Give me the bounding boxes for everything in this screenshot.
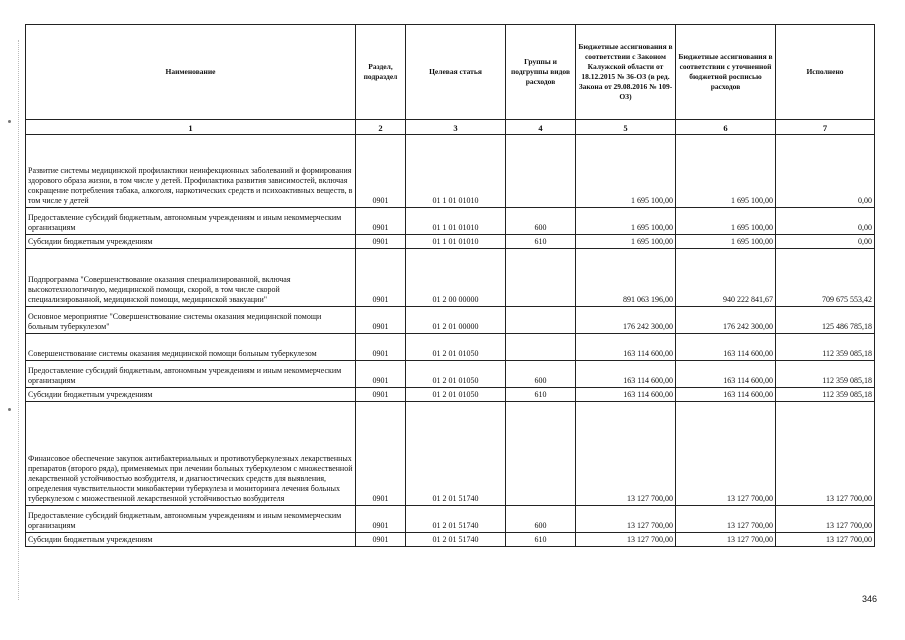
row-group: 610	[506, 533, 576, 547]
row-target: 01 1 01 01010	[406, 135, 506, 208]
row-target: 01 2 01 01050	[406, 334, 506, 361]
row-law: 176 242 300,00	[576, 307, 676, 334]
row-group	[506, 334, 576, 361]
row-name: Предоставление субсидий бюджетным, автономным учреждениям и иным некоммерческим организациям	[26, 208, 356, 235]
row-target: 01 2 01 51740	[406, 402, 506, 506]
header-law: Бюджетные ассигнования в соответствии с Законом Калужской области от 18.12.2015 № 36-ОЗ (в ред. Закона от 29.08.2016 № 109-ОЗ)	[576, 25, 676, 120]
column-number: 1	[26, 120, 356, 135]
row-law: 1 695 100,00	[576, 135, 676, 208]
row-law: 1 695 100,00	[576, 235, 676, 249]
header-row	[26, 25, 875, 120]
table-row	[26, 208, 875, 235]
row-section: 0901	[356, 334, 406, 361]
row-executed: 0,00	[776, 208, 875, 235]
table-row	[26, 388, 875, 402]
table-row	[26, 334, 875, 361]
row-section: 0901	[356, 249, 406, 307]
header-groups: Группы и подгруппы видов расходов	[506, 25, 576, 120]
column-number: 2	[356, 120, 406, 135]
row-executed: 13 127 700,00	[776, 506, 875, 533]
column-number: 3	[406, 120, 506, 135]
margin-dot	[8, 408, 11, 411]
row-section: 0901	[356, 506, 406, 533]
table-row	[26, 249, 875, 307]
row-updated: 1 695 100,00	[676, 135, 776, 208]
row-group	[506, 402, 576, 506]
row-section: 0901	[356, 533, 406, 547]
column-number: 6	[676, 120, 776, 135]
column-number: 4	[506, 120, 576, 135]
row-name: Предоставление субсидий бюджетным, автономным учреждениям и иным некоммерческим организациям	[26, 506, 356, 533]
column-number: 5	[576, 120, 676, 135]
row-law: 13 127 700,00	[576, 506, 676, 533]
row-executed: 112 359 085,18	[776, 388, 875, 402]
budget-table	[25, 24, 875, 547]
row-target: 01 2 01 51740	[406, 533, 506, 547]
row-executed: 13 127 700,00	[776, 402, 875, 506]
row-updated: 1 695 100,00	[676, 235, 776, 249]
table-row	[26, 506, 875, 533]
row-section: 0901	[356, 402, 406, 506]
column-number-row	[26, 120, 875, 135]
row-updated: 13 127 700,00	[676, 533, 776, 547]
row-name: Совершенствование системы оказания медицинской помощи больным туберкулезом	[26, 334, 356, 361]
row-group	[506, 135, 576, 208]
table-row	[26, 402, 875, 506]
column-number: 7	[776, 120, 875, 135]
table-row	[26, 307, 875, 334]
row-name: Субсидии бюджетным учреждениям	[26, 533, 356, 547]
row-updated: 176 242 300,00	[676, 307, 776, 334]
table-row	[26, 361, 875, 388]
row-executed: 125 486 785,18	[776, 307, 875, 334]
row-updated: 940 222 841,67	[676, 249, 776, 307]
row-group: 600	[506, 361, 576, 388]
row-law: 891 063 196,00	[576, 249, 676, 307]
row-target: 01 1 01 01010	[406, 208, 506, 235]
row-updated: 13 127 700,00	[676, 402, 776, 506]
row-target: 01 2 01 00000	[406, 307, 506, 334]
row-name: Субсидии бюджетным учреждениям	[26, 388, 356, 402]
row-name: Развитие системы медицинской профилактики неинфекционных заболеваний и формирования здорового образа жизни, в том числе у детей. Профилактика развития зависимостей, включая сокращение потребления табака, алкоголя, наркотических средств и психоактивных веществ, в том числе у детей	[26, 135, 356, 208]
row-group: 600	[506, 506, 576, 533]
row-name: Финансовое обеспечение закупок антибактериальных и противотуберкулезных лекарственных препаратов (второго ряда), применяемых при лечении больных туберкулезом с множественной лекарственной устойчивостью возбудителя, и диагностических средств для выявления, определения чувствительности микобактерии туберкулеза и мониторинга лечения больных туберкулезом с множественной лекарственной устойчивостью возбудителя	[26, 402, 356, 506]
row-target: 01 2 01 01050	[406, 361, 506, 388]
row-section: 0901	[356, 208, 406, 235]
row-section: 0901	[356, 235, 406, 249]
row-target: 01 1 01 01010	[406, 235, 506, 249]
row-executed: 709 675 553,42	[776, 249, 875, 307]
row-group	[506, 249, 576, 307]
row-executed: 0,00	[776, 235, 875, 249]
row-target: 01 2 01 51740	[406, 506, 506, 533]
row-group: 600	[506, 208, 576, 235]
row-law: 13 127 700,00	[576, 402, 676, 506]
row-updated: 13 127 700,00	[676, 506, 776, 533]
row-updated: 1 695 100,00	[676, 208, 776, 235]
row-executed: 0,00	[776, 135, 875, 208]
row-name: Предоставление субсидий бюджетным, автономным учреждениям и иным некоммерческим организациям	[26, 361, 356, 388]
header-updated: Бюджетные ассигнования в соответствии с уточненной бюджетной росписью расходов	[676, 25, 776, 120]
row-updated: 163 114 600,00	[676, 388, 776, 402]
row-executed: 112 359 085,18	[776, 334, 875, 361]
row-section: 0901	[356, 361, 406, 388]
row-law: 163 114 600,00	[576, 361, 676, 388]
table-row	[26, 235, 875, 249]
row-name: Субсидии бюджетным учреждениям	[26, 235, 356, 249]
row-group: 610	[506, 235, 576, 249]
row-law: 163 114 600,00	[576, 388, 676, 402]
row-law: 13 127 700,00	[576, 533, 676, 547]
margin-dot	[8, 120, 11, 123]
row-updated: 163 114 600,00	[676, 334, 776, 361]
header-target: Целевая статья	[406, 25, 506, 120]
table-row	[26, 135, 875, 208]
row-target: 01 2 01 01050	[406, 388, 506, 402]
row-executed: 112 359 085,18	[776, 361, 875, 388]
row-law: 1 695 100,00	[576, 208, 676, 235]
header-executed: Исполнено	[776, 25, 875, 120]
row-group	[506, 307, 576, 334]
page-number: 346	[862, 594, 878, 604]
header-name: Наименование	[26, 25, 356, 120]
row-target: 01 2 00 00000	[406, 249, 506, 307]
row-updated: 163 114 600,00	[676, 361, 776, 388]
row-law: 163 114 600,00	[576, 334, 676, 361]
binding-margin-line	[18, 40, 19, 600]
row-section: 0901	[356, 388, 406, 402]
row-name: Основное мероприятие "Совершенствование системы оказания медицинской помощи больным туберкулезом"	[26, 307, 356, 334]
row-group: 610	[506, 388, 576, 402]
row-section: 0901	[356, 135, 406, 208]
row-executed: 13 127 700,00	[776, 533, 875, 547]
header-section: Раздел, подраздел	[356, 25, 406, 120]
table-row	[26, 533, 875, 547]
row-name: Подпрограмма "Совершенствование оказания специализированной, включая высокотехнологичную, медицинской помощи, скорой, в том числе скорой специализированной, медицинской помощи, медицинской эвакуации"	[26, 249, 356, 307]
row-section: 0901	[356, 307, 406, 334]
